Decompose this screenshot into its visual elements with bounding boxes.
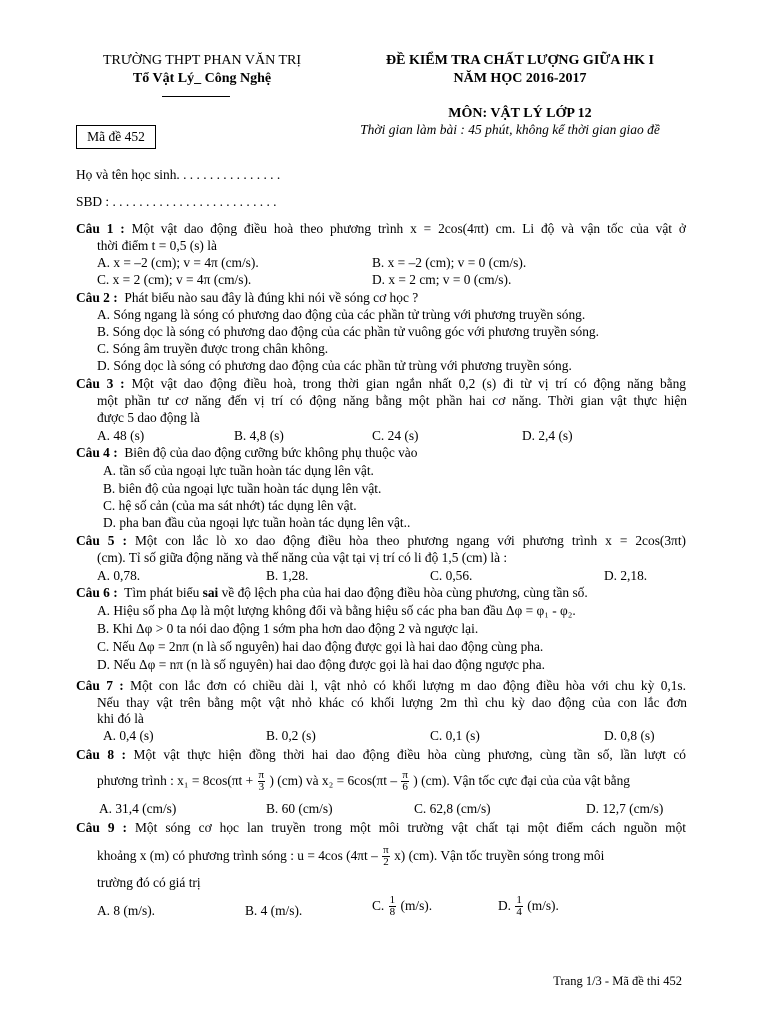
question-text-line: được 5 dao động là <box>97 410 200 425</box>
fraction-denominator: 2 <box>383 856 389 869</box>
equation-text: ) (cm) và x₂ = 6cos(πt – <box>269 773 398 788</box>
question-text: Một con lắc lò xo dao động điều hòa theo phương ngang với phương trình x = 2cos(3πt) <box>134 533 686 548</box>
fraction-numerator: π <box>258 769 265 782</box>
question-label: Câu 6 : <box>76 585 118 600</box>
option-unit: (m/s). <box>527 898 559 913</box>
fraction-numerator: π <box>402 769 408 782</box>
option-b: B. biên độ của ngoại lực tuần hoàn tác dụng lên vật. <box>103 481 382 496</box>
question-text-line: (cm). Tỉ số giữa động năng và thế năng của vật tại vị trí có li độ 1,5 (cm) là : <box>97 550 508 565</box>
option-b: B. 60 (cm/s) <box>266 801 333 816</box>
option-d <box>498 893 559 919</box>
option-a: A. Sóng ngang là sóng có phương dao động của các phần tử trùng với phương truyền sóng. <box>97 307 586 322</box>
question-text: Một vật thực hiện đồng thời hai dao động điều hòa cùng phương, cùng tần số, lần lượt có <box>133 747 687 762</box>
question-text-line: trường đó có giá trị <box>97 875 201 890</box>
question-2 <box>76 289 686 306</box>
option-c <box>372 893 432 919</box>
school-name: TRƯỜNG THPT PHAN VĂN TRỊ <box>102 53 302 68</box>
question-label: Câu 9 : <box>76 820 127 835</box>
option-c: C. hệ số cản (của ma sát nhớt) tác dụng lên vật. <box>103 498 357 513</box>
fraction-denominator: 8 <box>389 906 396 919</box>
option-b: B. 0,2 (s) <box>266 728 316 743</box>
question-8 <box>76 746 686 763</box>
option-b: B. Sóng dọc là sóng có phương dao động của các phần tử vuông góc với phương truyền sóng. <box>97 324 599 339</box>
question-text: Biên độ của dao động cưỡng bức không phụ thuộc vào <box>124 445 418 460</box>
subject-title: MÔN: VẬT LÝ LỚP 12 <box>448 106 592 121</box>
page-footer: Trang 1/3 - Mã đề thi 452 <box>553 974 682 988</box>
option-d: D. 2,4 (s) <box>522 428 573 443</box>
option-b: B. x = –2 (cm); v = 0 (cm/s). <box>372 255 527 270</box>
option-c: C. Nếu Δφ = 2nπ (n là số nguyên) hai dao động được gọi là hai dao động cùng pha. <box>97 639 544 654</box>
equation-text: khoảng x (m) có phương trình sóng : u = 4cos (4πt – <box>97 848 378 863</box>
question-text-line: khi đó là <box>97 711 144 726</box>
question-3 <box>76 375 686 392</box>
header-rule <box>162 96 230 97</box>
question-label: Câu 2 : <box>76 290 118 305</box>
fraction-one-eighth <box>389 895 397 918</box>
question-label: Câu 7 : <box>76 678 124 693</box>
option-d: D. 2,18. <box>604 568 648 583</box>
question-equation-line <box>97 843 687 869</box>
equation-text: ) (cm). Vận tốc cực đại của của vật bằng <box>413 773 630 788</box>
option-a: A. 0,78. <box>97 568 141 583</box>
fraction-pi-over-3 <box>258 770 266 793</box>
fraction-pi-over-2 <box>382 845 390 868</box>
question-9 <box>76 819 686 836</box>
question-1 <box>76 220 686 237</box>
option-d: D. pha ban đầu của ngoại lực tuần hoàn tác dụng lên vật.. <box>103 515 411 530</box>
question-6 <box>76 584 686 601</box>
option-c: C. 62,8 (cm/s) <box>414 801 491 816</box>
question-text-line: thời điểm t = 0,5 (s) là <box>97 238 217 253</box>
question-label: Câu 4 : <box>76 445 118 460</box>
question-equation-line <box>97 768 687 794</box>
fraction-denominator: 3 <box>258 781 265 794</box>
option-a: A. 0,4 (s) <box>103 728 154 743</box>
question-label: Câu 8 : <box>76 747 127 762</box>
question-label: Câu 3 : <box>76 376 125 391</box>
fraction-numerator: π <box>383 844 389 857</box>
option-c: C. 0,1 (s) <box>430 728 480 743</box>
fraction-numerator: 1 <box>516 894 522 907</box>
question-text: Một vật dao động điều hoà theo phương trình x = 2cos(4πt) cm. Li độ và vận tốc của vật ở <box>131 221 686 236</box>
question-text: Một vật dao động điều hoà, trong thời gian ngắn nhất 0,2 (s) đi từ vị trí có động năng bằng <box>131 376 686 391</box>
option-c: C. Sóng âm truyền được trong chân không. <box>97 341 329 356</box>
question-text: Một sóng cơ học lan truyền trong một môi trường vật chất tại một điểm cách nguồn một <box>135 820 686 835</box>
option-b: B. 1,28. <box>266 568 309 583</box>
option-a: A. x = –2 (cm); v = 4π (cm/s). <box>97 255 259 270</box>
question-label: Câu 1 : <box>76 221 125 236</box>
school-header <box>62 52 342 88</box>
question-text-emphasis: sai <box>202 585 219 600</box>
option-d: D. Nếu Δφ = nπ (n là số nguyên) hai dao động được gọi là hai dao động ngược pha. <box>97 657 545 672</box>
option-c: C. 24 (s) <box>372 428 419 443</box>
option-a: A. 48 (s) <box>97 428 145 443</box>
fraction-one-quarter <box>515 895 523 918</box>
exam-header <box>340 52 700 88</box>
fraction-pi-over-6 <box>401 770 409 793</box>
option-label: C. <box>372 898 385 913</box>
option-d: D. Sóng dọc là sóng có phương dao động của các phần tử trùng với phương truyền sóng. <box>97 358 572 373</box>
option-c: C. 0,56. <box>430 568 473 583</box>
fraction-denominator: 4 <box>516 906 522 919</box>
option-b: B. Khi Δφ > 0 ta nói dao động 1 sớm pha hơn dao động 2 và ngược lại. <box>97 621 479 636</box>
department-name: Tổ Vật Lý_ Công Nghệ <box>132 71 272 86</box>
fraction-numerator: 1 <box>389 894 396 907</box>
question-text: về độ lệch pha của hai dao động điều hòa cùng phương, cùng tần số. <box>218 585 588 600</box>
option-b: B. 4 (m/s). <box>245 903 303 918</box>
option-d: D. x = 2 cm; v = 0 (cm/s). <box>372 272 512 287</box>
question-4 <box>76 444 686 461</box>
question-text: Một con lắc đơn có chiều dài l, vật nhỏ có khối lượng m dao động điều hòa với chu kỳ 0,1s. <box>130 678 686 693</box>
question-5 <box>76 532 686 549</box>
option-c: C. x = 2 (cm); v = 4π (cm/s). <box>97 272 252 287</box>
option-a: A. Hiệu số pha Δφ là một lượng không đổi và bằng hiệu số các pha ban đầu Δφ = φ₁ - φ₂. <box>97 603 576 618</box>
question-text-line: Nếu thay vật trên bằng một vật nhỏ khác có khối lượng 2m thì chu kỳ dao động của con lắc đơn <box>97 695 687 710</box>
option-a: A. 8 (m/s). <box>97 903 156 918</box>
school-year: NĂM HỌC 2016-2017 <box>453 71 587 86</box>
question-7 <box>76 677 686 694</box>
equation-text: x) (cm). Vận tốc truyền sóng trong môi <box>394 848 605 863</box>
option-unit: (m/s). <box>400 898 433 913</box>
exam-title: ĐỀ KIỂM TRA CHẤT LƯỢNG GIỮA HK I <box>386 53 654 68</box>
option-label: D. <box>498 898 512 913</box>
student-name-line: Họ và tên học sinh. . . . . . . . . . . . . . . . <box>76 167 281 182</box>
option-a: A. 31,4 (cm/s) <box>99 801 177 816</box>
exam-code-box: Mã đề 452 <box>76 125 156 149</box>
option-d: D. 0,8 (s) <box>604 728 655 743</box>
question-text-line: một phần tư cơ năng đến vị trí có động năng bằng một phần hai cơ năng. Thời gian vật thực hiện <box>97 393 687 408</box>
equation-text: phương trình : x₁ = 8cos(πt + <box>97 773 254 788</box>
question-label: Câu 5 : <box>76 533 127 548</box>
option-d: D. 12,7 (cm/s) <box>586 801 664 816</box>
question-text: Tìm phát biểu <box>124 585 203 600</box>
student-id-line: SBD : . . . . . . . . . . . . . . . . . . . . . . . . . <box>76 194 277 209</box>
fraction-denominator: 6 <box>402 781 408 794</box>
option-b: B. 4,8 (s) <box>234 428 284 443</box>
option-a: A. tần số của ngoại lực tuần hoàn tác dụng lên vật. <box>103 463 374 478</box>
question-text: Phát biểu nào sau đây là đúng khi nói về sóng cơ học ? <box>124 290 419 305</box>
time-note: Thời gian làm bài : 45 phút, không kể thời gian giao đề <box>360 122 660 137</box>
